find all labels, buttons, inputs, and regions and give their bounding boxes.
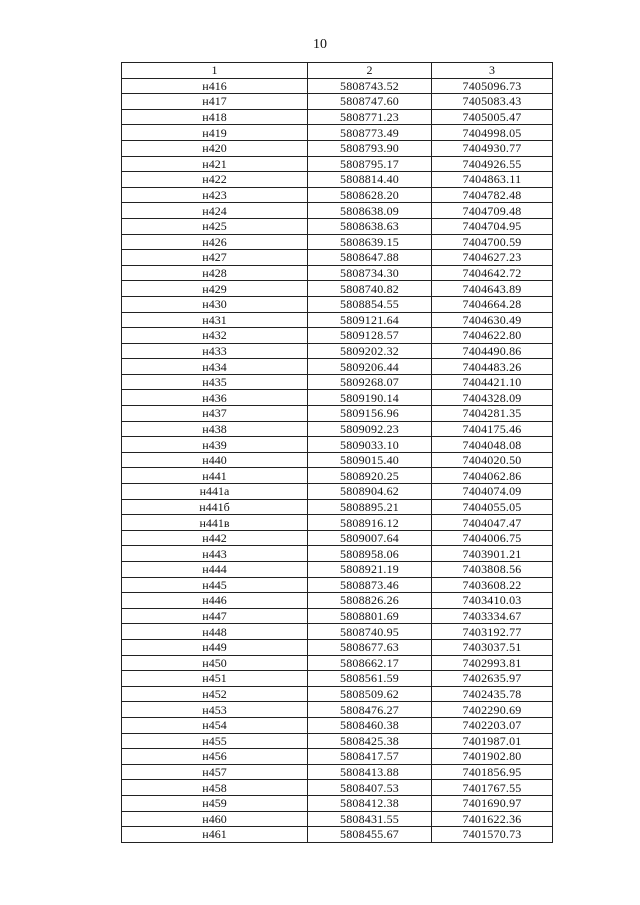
- table-row: [122, 296, 553, 312]
- coordinate-y-cell: 7404048.08: [432, 437, 553, 453]
- coordinate-x-cell: 5809121.64: [308, 312, 432, 328]
- point-id-cell: н428: [122, 265, 308, 281]
- coordinate-y-cell: 7404630.49: [432, 312, 553, 328]
- coordinate-y-cell: 7401570.73: [432, 827, 553, 843]
- coordinate-y-cell: 7403608.22: [432, 577, 553, 593]
- table-row: [122, 530, 553, 546]
- coordinate-y-cell: 7404782.48: [432, 187, 553, 203]
- coordinate-y-cell: 7403037.51: [432, 639, 553, 655]
- coordinate-x-cell: 5808628.20: [308, 187, 432, 203]
- coordinate-y-cell: 7405096.73: [432, 78, 553, 94]
- table-row: [122, 156, 553, 172]
- point-id-cell: н454: [122, 717, 308, 733]
- coordinate-x-cell: 5808455.67: [308, 827, 432, 843]
- page-number: 10: [313, 37, 327, 52]
- coordinate-x-cell: 5808734.30: [308, 265, 432, 281]
- coordinate-x-cell: 5808921.19: [308, 562, 432, 578]
- table-row: [122, 203, 553, 219]
- table-row: [122, 827, 553, 843]
- table-row: [122, 250, 553, 266]
- table-row: [122, 749, 553, 765]
- coordinate-x-cell: 5808873.46: [308, 577, 432, 593]
- coordinate-y-cell: 7404930.77: [432, 140, 553, 156]
- point-id-cell: н426: [122, 234, 308, 250]
- point-id-cell: н417: [122, 94, 308, 110]
- coordinate-x-cell: 5809190.14: [308, 390, 432, 406]
- table-row: [122, 593, 553, 609]
- coordinate-x-cell: 5808826.26: [308, 593, 432, 609]
- coordinate-x-cell: 5808904.62: [308, 484, 432, 500]
- point-id-cell: н420: [122, 140, 308, 156]
- coordinate-y-cell: 7403334.67: [432, 608, 553, 624]
- coordinate-y-cell: 7404642.72: [432, 265, 553, 281]
- coordinate-y-cell: 7401987.01: [432, 733, 553, 749]
- coordinate-x-cell: 5808638.09: [308, 203, 432, 219]
- table-row: [122, 468, 553, 484]
- table-row: [122, 437, 553, 453]
- table-row: [122, 655, 553, 671]
- table-body: [122, 78, 553, 842]
- table-row: [122, 702, 553, 718]
- coordinate-x-cell: 5809092.23: [308, 421, 432, 437]
- coordinate-y-cell: 7404175.46: [432, 421, 553, 437]
- point-id-cell: н455: [122, 733, 308, 749]
- coordinate-y-cell: 7404998.05: [432, 125, 553, 141]
- point-id-cell: н457: [122, 764, 308, 780]
- coordinate-y-cell: 7404074.09: [432, 484, 553, 500]
- point-id-cell: н436: [122, 390, 308, 406]
- point-id-cell: н442: [122, 530, 308, 546]
- point-id-cell: н440: [122, 452, 308, 468]
- coordinate-y-cell: 7404281.35: [432, 406, 553, 422]
- table-row: [122, 94, 553, 110]
- coordinate-y-cell: 7404020.50: [432, 452, 553, 468]
- coordinate-x-cell: 5808460.38: [308, 717, 432, 733]
- point-id-cell: н437: [122, 406, 308, 422]
- table-row: [122, 717, 553, 733]
- table-row: [122, 577, 553, 593]
- table-row: [122, 265, 553, 281]
- coordinate-x-cell: 5808795.17: [308, 156, 432, 172]
- table-row: [122, 639, 553, 655]
- coordinate-y-cell: 7404055.05: [432, 499, 553, 515]
- coordinate-y-cell: 7404926.55: [432, 156, 553, 172]
- table-row: [122, 234, 553, 250]
- coordinate-x-cell: 5808916.12: [308, 515, 432, 531]
- coordinate-x-cell: 5809015.40: [308, 452, 432, 468]
- coordinate-x-cell: 5808740.82: [308, 281, 432, 297]
- coordinate-y-cell: 7404490.86: [432, 343, 553, 359]
- coordinate-y-cell: 7404664.28: [432, 296, 553, 312]
- table-row: [122, 125, 553, 141]
- coordinate-y-cell: 7403901.21: [432, 546, 553, 562]
- point-id-cell: н452: [122, 686, 308, 702]
- coordinate-x-cell: 5808771.23: [308, 109, 432, 125]
- coordinate-x-cell: 5808958.06: [308, 546, 432, 562]
- coordinate-x-cell: 5808407.53: [308, 780, 432, 796]
- table-row: [122, 624, 553, 640]
- coordinates-table: [121, 62, 553, 843]
- table-row: [122, 390, 553, 406]
- coordinate-x-cell: 5809128.57: [308, 328, 432, 344]
- coordinate-x-cell: 5808509.62: [308, 686, 432, 702]
- point-id-cell: н431: [122, 312, 308, 328]
- table-row: [122, 218, 553, 234]
- coordinate-x-cell: 5808638.63: [308, 218, 432, 234]
- table-row: [122, 328, 553, 344]
- table-row: [122, 359, 553, 375]
- point-id-cell: н461: [122, 827, 308, 843]
- column-header-1: 1: [122, 63, 308, 79]
- table-row: [122, 484, 553, 500]
- table-row: [122, 406, 553, 422]
- point-id-cell: н448: [122, 624, 308, 640]
- point-id-cell: н439: [122, 437, 308, 453]
- table-row: [122, 515, 553, 531]
- coordinate-x-cell: 5808476.27: [308, 702, 432, 718]
- table-row: [122, 187, 553, 203]
- coordinate-x-cell: 5808677.63: [308, 639, 432, 655]
- point-id-cell: н416: [122, 78, 308, 94]
- coordinate-y-cell: 7404062.86: [432, 468, 553, 484]
- table-row: [122, 795, 553, 811]
- coordinate-x-cell: 5808413.88: [308, 764, 432, 780]
- coordinate-x-cell: 5808920.25: [308, 468, 432, 484]
- table-row: [122, 78, 553, 94]
- column-header-2: 2: [308, 63, 432, 79]
- coordinate-y-cell: 7401690.97: [432, 795, 553, 811]
- table-row: [122, 421, 553, 437]
- coordinate-x-cell: 5808647.88: [308, 250, 432, 266]
- coordinate-y-cell: 7404622.80: [432, 328, 553, 344]
- coordinate-y-cell: 7404483.26: [432, 359, 553, 375]
- coordinate-y-cell: 7404006.75: [432, 530, 553, 546]
- coordinate-x-cell: 5809007.64: [308, 530, 432, 546]
- coordinate-x-cell: 5808662.17: [308, 655, 432, 671]
- coordinate-x-cell: 5808639.15: [308, 234, 432, 250]
- table-row: [122, 452, 553, 468]
- point-id-cell: н425: [122, 218, 308, 234]
- coordinate-x-cell: 5809202.32: [308, 343, 432, 359]
- table-row: [122, 811, 553, 827]
- point-id-cell: н434: [122, 359, 308, 375]
- point-id-cell: н441в: [122, 515, 308, 531]
- coordinate-x-cell: 5808431.55: [308, 811, 432, 827]
- point-id-cell: н429: [122, 281, 308, 297]
- point-id-cell: н438: [122, 421, 308, 437]
- coordinate-y-cell: 7404047.47: [432, 515, 553, 531]
- coordinate-y-cell: 7402635.97: [432, 671, 553, 687]
- point-id-cell: н424: [122, 203, 308, 219]
- column-header-3: 3: [432, 63, 553, 79]
- coordinate-x-cell: 5808417.57: [308, 749, 432, 765]
- coordinate-x-cell: 5808412.38: [308, 795, 432, 811]
- coordinate-y-cell: 7401856.95: [432, 764, 553, 780]
- coordinate-y-cell: 7404704.95: [432, 218, 553, 234]
- point-id-cell: н435: [122, 374, 308, 390]
- point-id-cell: н459: [122, 795, 308, 811]
- point-id-cell: н450: [122, 655, 308, 671]
- coordinate-x-cell: 5808895.21: [308, 499, 432, 515]
- coordinate-x-cell: 5808773.49: [308, 125, 432, 141]
- coordinate-x-cell: 5808814.40: [308, 172, 432, 188]
- point-id-cell: н458: [122, 780, 308, 796]
- coordinate-x-cell: 5808793.90: [308, 140, 432, 156]
- table-row: [122, 686, 553, 702]
- coordinate-x-cell: 5809206.44: [308, 359, 432, 375]
- point-id-cell: н453: [122, 702, 308, 718]
- table-row: [122, 343, 553, 359]
- point-id-cell: н423: [122, 187, 308, 203]
- point-id-cell: н418: [122, 109, 308, 125]
- coordinate-y-cell: 7405083.43: [432, 94, 553, 110]
- coordinate-y-cell: 7401767.55: [432, 780, 553, 796]
- point-id-cell: н433: [122, 343, 308, 359]
- coordinate-x-cell: 5808747.60: [308, 94, 432, 110]
- table-row: [122, 764, 553, 780]
- coordinate-x-cell: 5808561.59: [308, 671, 432, 687]
- coordinate-x-cell: 5808740.95: [308, 624, 432, 640]
- coordinate-y-cell: 7404627.23: [432, 250, 553, 266]
- coordinate-y-cell: 7405005.47: [432, 109, 553, 125]
- coordinate-x-cell: 5808743.52: [308, 78, 432, 94]
- table-row: [122, 780, 553, 796]
- point-id-cell: н444: [122, 562, 308, 578]
- coordinate-y-cell: 7403808.56: [432, 562, 553, 578]
- coordinate-y-cell: 7403192.77: [432, 624, 553, 640]
- table-row: [122, 608, 553, 624]
- table-row: [122, 374, 553, 390]
- coordinate-y-cell: 7404709.48: [432, 203, 553, 219]
- point-id-cell: н445: [122, 577, 308, 593]
- point-id-cell: н422: [122, 172, 308, 188]
- table-row: [122, 109, 553, 125]
- point-id-cell: н460: [122, 811, 308, 827]
- table-row: [122, 140, 553, 156]
- coordinate-y-cell: 7404328.09: [432, 390, 553, 406]
- coordinate-x-cell: 5809033.10: [308, 437, 432, 453]
- table-header-row: [122, 63, 553, 79]
- coordinate-y-cell: 7401622.36: [432, 811, 553, 827]
- table-row: [122, 671, 553, 687]
- coordinate-x-cell: 5809156.96: [308, 406, 432, 422]
- coordinate-y-cell: 7404421.10: [432, 374, 553, 390]
- coordinate-y-cell: 7404863.11: [432, 172, 553, 188]
- point-id-cell: н441: [122, 468, 308, 484]
- point-id-cell: н456: [122, 749, 308, 765]
- table-row: [122, 733, 553, 749]
- table-row: [122, 546, 553, 562]
- coordinate-y-cell: 7401902.80: [432, 749, 553, 765]
- point-id-cell: н421: [122, 156, 308, 172]
- table-row: [122, 281, 553, 297]
- table-row: [122, 499, 553, 515]
- point-id-cell: н419: [122, 125, 308, 141]
- point-id-cell: н430: [122, 296, 308, 312]
- coordinate-x-cell: 5808425.38: [308, 733, 432, 749]
- point-id-cell: н427: [122, 250, 308, 266]
- coordinate-y-cell: 7403410.03: [432, 593, 553, 609]
- coordinate-x-cell: 5808801.69: [308, 608, 432, 624]
- coordinate-y-cell: 7404700.59: [432, 234, 553, 250]
- coordinate-x-cell: 5809268.07: [308, 374, 432, 390]
- point-id-cell: н441а: [122, 484, 308, 500]
- coordinate-y-cell: 7402290.69: [432, 702, 553, 718]
- point-id-cell: н449: [122, 639, 308, 655]
- point-id-cell: н443: [122, 546, 308, 562]
- table-row: [122, 562, 553, 578]
- point-id-cell: н441б: [122, 499, 308, 515]
- point-id-cell: н446: [122, 593, 308, 609]
- coordinate-y-cell: 7402203.07: [432, 717, 553, 733]
- point-id-cell: н432: [122, 328, 308, 344]
- coordinate-x-cell: 5808854.55: [308, 296, 432, 312]
- coordinate-y-cell: 7404643.89: [432, 281, 553, 297]
- table-row: [122, 172, 553, 188]
- point-id-cell: н451: [122, 671, 308, 687]
- coordinate-y-cell: 7402435.78: [432, 686, 553, 702]
- point-id-cell: н447: [122, 608, 308, 624]
- coordinate-y-cell: 7402993.81: [432, 655, 553, 671]
- table-row: [122, 312, 553, 328]
